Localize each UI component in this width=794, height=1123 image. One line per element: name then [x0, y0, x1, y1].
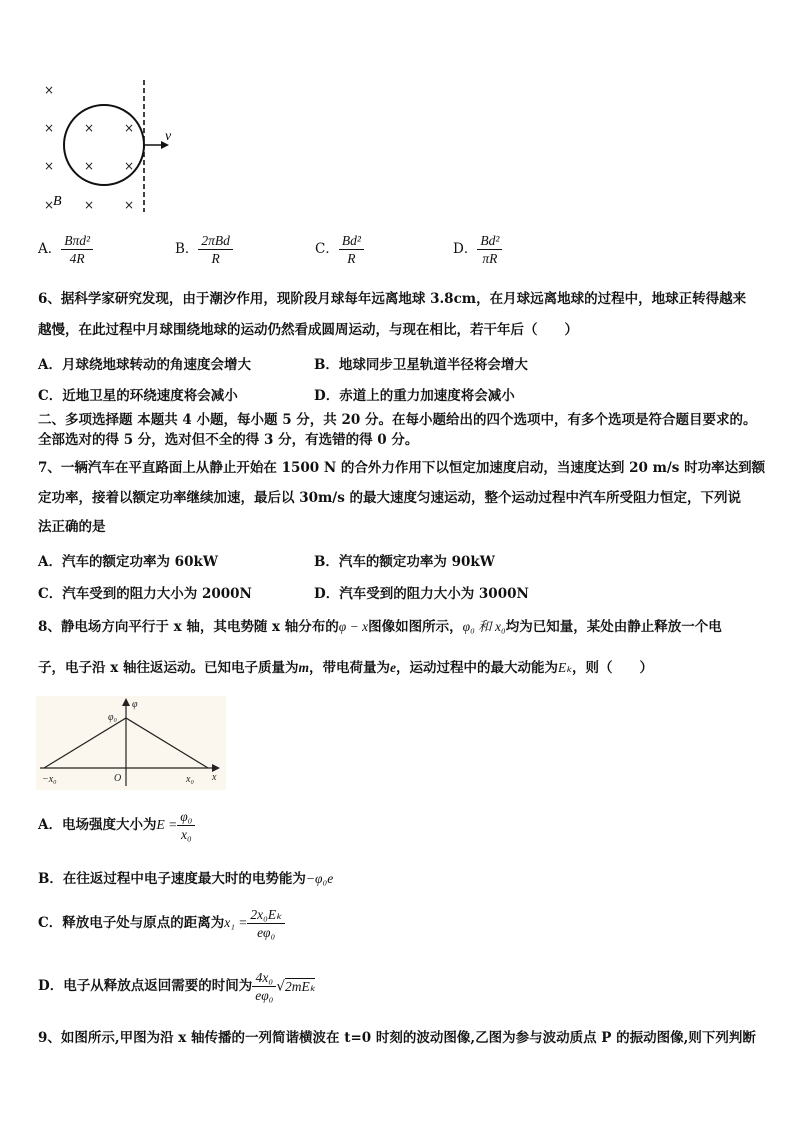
q5-option-d: D． $\frac{\text{Bd²}}{\pi R}$ [453, 232, 502, 267]
known-quantities: φ₀ 和 x₀ [462, 619, 506, 634]
q6-option-b: B．地球同步卫星轨道半径将会增大 [314, 357, 528, 373]
q8-option-a: A．电场强度大小为E = $\frac{\text{φ₀}}{\text{x₀}}$ [38, 808, 195, 843]
conducting-ring [64, 105, 144, 185]
q7-option-a: A．汽车的额定功率为 60kW [38, 554, 218, 570]
q6-line-2: 越慢，在此过程中月球围绕地球的运动仍然看成圆周运动，与现在相比，若干年后（ ） [38, 322, 578, 338]
phi0-label: φ₀ [108, 712, 118, 723]
q7-option-c: C．汽车受到的阻力大小为 2000N [38, 586, 252, 602]
q8-option-b: B．在往返过程中电子速度最大时的电势能为−φ₀e [38, 871, 334, 887]
q7-line-1: 7、一辆汽车在平直路面上从静止开始在 1500 N 的合外力作用下以恒定加速度启动，当速度达到 20 m/s 时功率达到额 [38, 460, 766, 476]
q8-option-c: C．释放电子处与原点的距离为x₁ = $\frac{\text{2x₀Eₖ}}{\text{eφ₀}}$ [38, 906, 285, 941]
x-axis-arrowhead [212, 764, 220, 772]
field-cross: × [124, 159, 135, 173]
q5-option-c: C． $\frac{\text{Bd²}}{R}$ [315, 232, 364, 267]
q7-line-2: 定功率，接着以额定功率继续加速，最后以 30m/s 的最大速度匀速运动，整个运动过程中汽车所受阻力恒定，下列说 [38, 490, 742, 506]
field-cross: × [44, 198, 55, 212]
q6-option-a: A．月球绕地球转动的角速度会增大 [38, 357, 251, 373]
neg-x0-label: −x₀ [42, 774, 57, 785]
q8-line-1: 8、静电场方向平行于 x 轴，其电势随 x 轴分布的φ − x图像如图所示，φ₀ 和 x₀均为已知量，某处由静止释放一个电 [38, 619, 722, 635]
field-label-b: B [53, 194, 62, 209]
phi-axis-arrowhead [122, 698, 130, 706]
section-2-header-line-2: 全部选对的得 5 分，选对但不全的得 3 分，有选错的得 0 分。 [38, 432, 419, 448]
field-cross: × [124, 198, 135, 212]
q6-line-1: 6、据科学家研究发现，由于潮汐作用，现阶段月球每年远离地球 3.8cm，在月球远离地球的过程中，地球正转得越来 [38, 291, 747, 307]
sqrt-sign: √ [276, 978, 285, 995]
q5-option-a: A． $\frac{\text{Bπd²}}{4R}$ [38, 232, 93, 267]
magnetic-field-figure [38, 78, 188, 218]
field-cross: × [44, 83, 55, 97]
phi-axis-label: φ [132, 699, 138, 710]
q9-line-1: 9、如图所示,甲图为沿 x 轴传播的一列简谐横波在 t=0 时刻的波动图像,乙图为参与波动质点 P 的振动图像,则下列判断 [38, 1030, 756, 1046]
field-cross: × [84, 198, 95, 212]
q7-option-d: D．汽车受到的阻力大小为 3000N [314, 586, 529, 602]
phi-x-symbol: φ − x [338, 619, 369, 634]
q8-line-2: 子，电子沿 x 轴往返运动。已知电子质量为m，带电荷量为e，运动过程中的最大动能为Eₖ，则（ ） [38, 660, 653, 676]
q7-line-3: 法正确的是 [38, 519, 106, 535]
q6-option-c: C．近地卫星的环绕速度将会减小 [38, 388, 238, 404]
field-cross: × [124, 121, 135, 135]
field-cross: × [84, 159, 95, 173]
sqrt-radicand: 2mEₖ [284, 978, 316, 994]
section-2-header-line-1: 二、多项选择题 本题共 4 小题，每小题 5 分，共 20 分。在每小题给出的四个选项中，有多个选项是符合题目要求的。 [38, 412, 757, 428]
origin-label: O [114, 773, 122, 784]
velocity-label: v [165, 129, 172, 144]
q8-option-d: D．电子从释放点返回需要的时间为 $\frac{\text{4x₀}}{\text{eφ₀}}$ √2mEₖ [38, 970, 316, 1003]
field-cross: × [84, 121, 95, 135]
q5-option-b: B． $\frac{\text{2πBd}}{R}$ [175, 232, 233, 267]
q6-option-d: D．赤道上的重力加速度将会减小 [314, 388, 515, 404]
field-cross: × [44, 121, 55, 135]
potential-graph [36, 696, 226, 790]
q7-option-b: B．汽车的额定功率为 90kW [314, 554, 495, 570]
x0-label: x₀ [186, 774, 194, 785]
x-axis-label: x [212, 772, 217, 783]
field-cross: × [44, 159, 55, 173]
